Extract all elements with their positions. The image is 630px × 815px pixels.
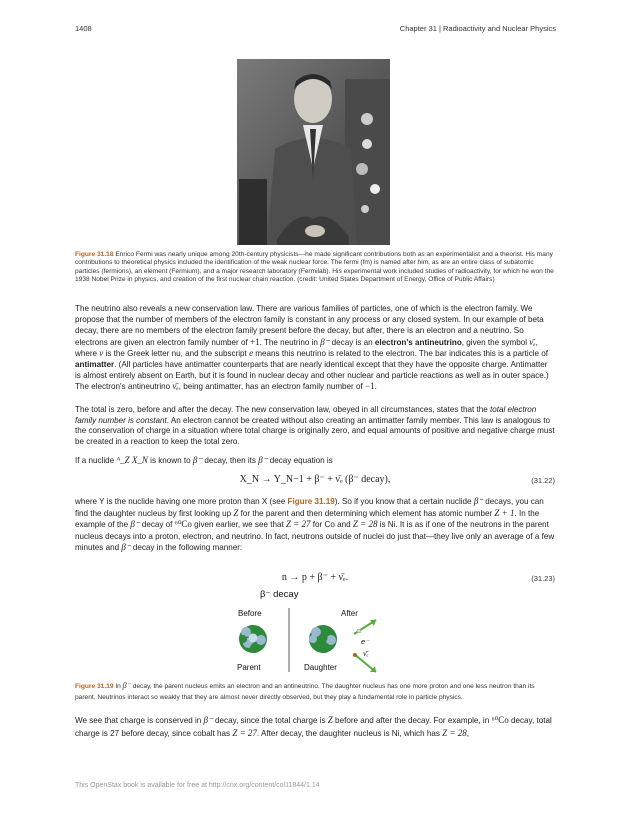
caption-text: Enrico Fermi was nearly unique among 20th-century physicists—he made significant contributions both as an experimentalist and a theorist. His many contributions to theoretical physics included the identification of the weak nuclear force. The fermi (fm) is named after him, as are an entire class of subatomic particles (fermions), an element (Fermium), and a major research laboratory (Fermilab). His experimental work included studies of radioactivity, for which he won the 1938 Nobel Prize in physics, and creation of the first nuclear chain reaction. (credit: United States Department of Energy, Office of Public Affairs) — [75, 251, 554, 284]
math: β⁻ — [122, 681, 131, 690]
text: ). So if you know that a certain nuclide — [334, 497, 474, 506]
before-label: Before — [238, 609, 262, 618]
math: ⁶⁰Co — [174, 519, 192, 530]
math: Z = 28 — [442, 728, 467, 738]
text: , given the symbol — [461, 337, 530, 347]
paragraph-conservation-law — [75, 405, 555, 447]
text: . (All particles have antimatter counterparts that are nearly identical except that they have the opposite charge. Antimatter is almost entirely absent on Earth, but it is found in nuclear decay and other nuclear and particle reactions as well as in outer space.) The electron's antineutrino — [75, 360, 549, 392]
fermi-photo — [237, 59, 390, 245]
daughter-label: Daughter — [304, 663, 337, 672]
math: Z + 1 — [494, 507, 515, 518]
term: electron's antineutrino — [374, 337, 462, 347]
after-label: After — [341, 609, 358, 618]
figure-31-19-caption — [75, 681, 555, 703]
equation-number: (31.23) — [531, 574, 555, 583]
math: β⁻ — [121, 542, 131, 553]
chapter-title: Chapter 31 | Radioactivity and Nuclear Physics — [399, 24, 556, 33]
text: given earlier, we see that — [191, 520, 286, 530]
figure-link[interactable]: Figure 31.19 — [287, 497, 335, 506]
text: is known to — [147, 456, 193, 465]
antineutrino-icon — [353, 653, 357, 657]
electron-icon — [357, 629, 361, 633]
math: ν̄ₑ — [172, 381, 179, 392]
figure-label: Figure 31.18 — [75, 251, 114, 258]
term: antimatter — [75, 360, 115, 370]
text: In — [113, 683, 123, 690]
beta-decay-diagram — [226, 586, 406, 678]
text: decay is an — [329, 337, 375, 347]
footer-link[interactable]: This OpenStax book is available for free at http://cnx.org/content/col11844/1.14 — [75, 782, 320, 789]
math: β⁻ — [258, 455, 268, 465]
math: Z = 27 — [285, 519, 311, 530]
text: means this neutrino is related to the electron. The bar indicates this is a particle of — [253, 348, 549, 358]
text: . In the example of the — [75, 508, 540, 530]
text: for Co and — [310, 520, 353, 530]
text: , being antimatter, has an electron family number of — [178, 382, 366, 392]
figure-31-18-caption — [75, 251, 555, 285]
text: We see that charge is conserved in — [75, 716, 204, 725]
math: +1 — [250, 336, 260, 347]
math: Z — [233, 507, 239, 518]
paragraph-daughter-nucleus — [75, 496, 555, 554]
text: . The neutrino in — [259, 337, 321, 347]
text: The neutrino also reveals a new conservation law. There are various families of particles, one of which is the electron family. We propose that the number of members of the electron family is constant in any process or any closed system. In our example of beta decay, there are no members of the electron family present before the decay, but after, there is an electron and a neutrino. So electrons are given an electron family number of — [75, 304, 544, 347]
text: decay in the following manner: — [130, 543, 243, 553]
math: β⁻ — [320, 336, 330, 347]
parent-label: Parent — [237, 663, 261, 672]
math: ᴬ_Z X_N — [116, 455, 148, 465]
text: where Y is the nuclide having one more proton than X (see — [75, 497, 288, 506]
diagram-title: β⁻ decay — [260, 589, 299, 600]
text: is Ni. It is as if one of the neutrons in the parent nucleus decays into a proton, electron, and neutrino. In fact, neutrons outside of nuclei do just that—they live only an average of a few minutes and — [75, 520, 555, 553]
text: decay, since the total charge is — [212, 716, 328, 725]
text: decay, then its — [202, 456, 259, 465]
text: . An electron cannot be created without also creating an antimatter family member. This law is analogous to the conservation of charge in a situation where total charge is originally zero, and equal amounts of positive and negative charge must be created in a reaction to keep the total zero. — [75, 415, 555, 446]
daughter-nucleus — [309, 625, 337, 653]
math: −1 — [365, 381, 375, 392]
math: ⁶⁰Co — [491, 715, 509, 725]
math: e — [249, 347, 254, 358]
text: is the Greek letter nu, and the subscript — [103, 348, 250, 358]
text: before and after the decay. For example, in — [332, 716, 492, 725]
text: decay equation is — [267, 456, 333, 465]
text: The total is zero, before and after the decay. The new conservation law, obeyed in all circumstances, states that the — [75, 405, 490, 414]
math: Z = 27 — [232, 728, 257, 738]
equation-31-22: X_N → Y_N−1 + β⁻ + ν̄ₑ (β⁻ decay), — [239, 474, 391, 485]
math: ν — [99, 347, 104, 358]
math: β⁻ — [203, 715, 213, 725]
math: β⁻ — [192, 455, 203, 465]
paragraph-electron-family — [75, 303, 555, 393]
text: for the parent and then determining which element has atomic number — [238, 508, 495, 518]
equation-31-23: n → p + β⁻ + ν̄ₑ. — [281, 572, 349, 583]
text: , — [466, 729, 469, 738]
text: , where — [75, 337, 538, 358]
paragraph-nuclide — [75, 455, 555, 466]
equation-number: (31.22) — [531, 476, 555, 485]
text: decay of — [139, 520, 175, 530]
math: ν̄ₑ — [529, 336, 536, 347]
figure-label: Figure 31.19 — [75, 683, 114, 690]
math: Z = 28 — [352, 519, 378, 530]
text: . After decay, the daughter nucleus is Ni, which has — [256, 729, 443, 738]
antineutrino-label: ν̄ₑ — [363, 649, 369, 658]
page-number: 1408 — [75, 24, 92, 33]
paragraph-charge-conservation — [75, 714, 555, 740]
text: . — [374, 382, 377, 392]
text: decay, total charge is 27 before decay, since cobalt has — [75, 716, 552, 738]
math: β⁻ — [473, 496, 484, 506]
parent-nucleus — [239, 625, 267, 653]
text: decay, the parent nucleus emits an electron and an antineutrino. The daughter nucleus has one more proton and one less neutron than its parent. Neutrinos interact so weakly that they are almost never directly observed, but they play a fundamental role in particle physics. — [75, 683, 535, 701]
electron-label: e⁻ — [361, 637, 370, 646]
text: If a nuclide — [75, 456, 117, 465]
text: decays, you can find the daughter nucleus by first looking up — [75, 497, 544, 518]
math: β⁻ — [130, 519, 140, 530]
emphasis: total electron family number is constant — [75, 405, 537, 425]
math: Z — [327, 715, 333, 725]
